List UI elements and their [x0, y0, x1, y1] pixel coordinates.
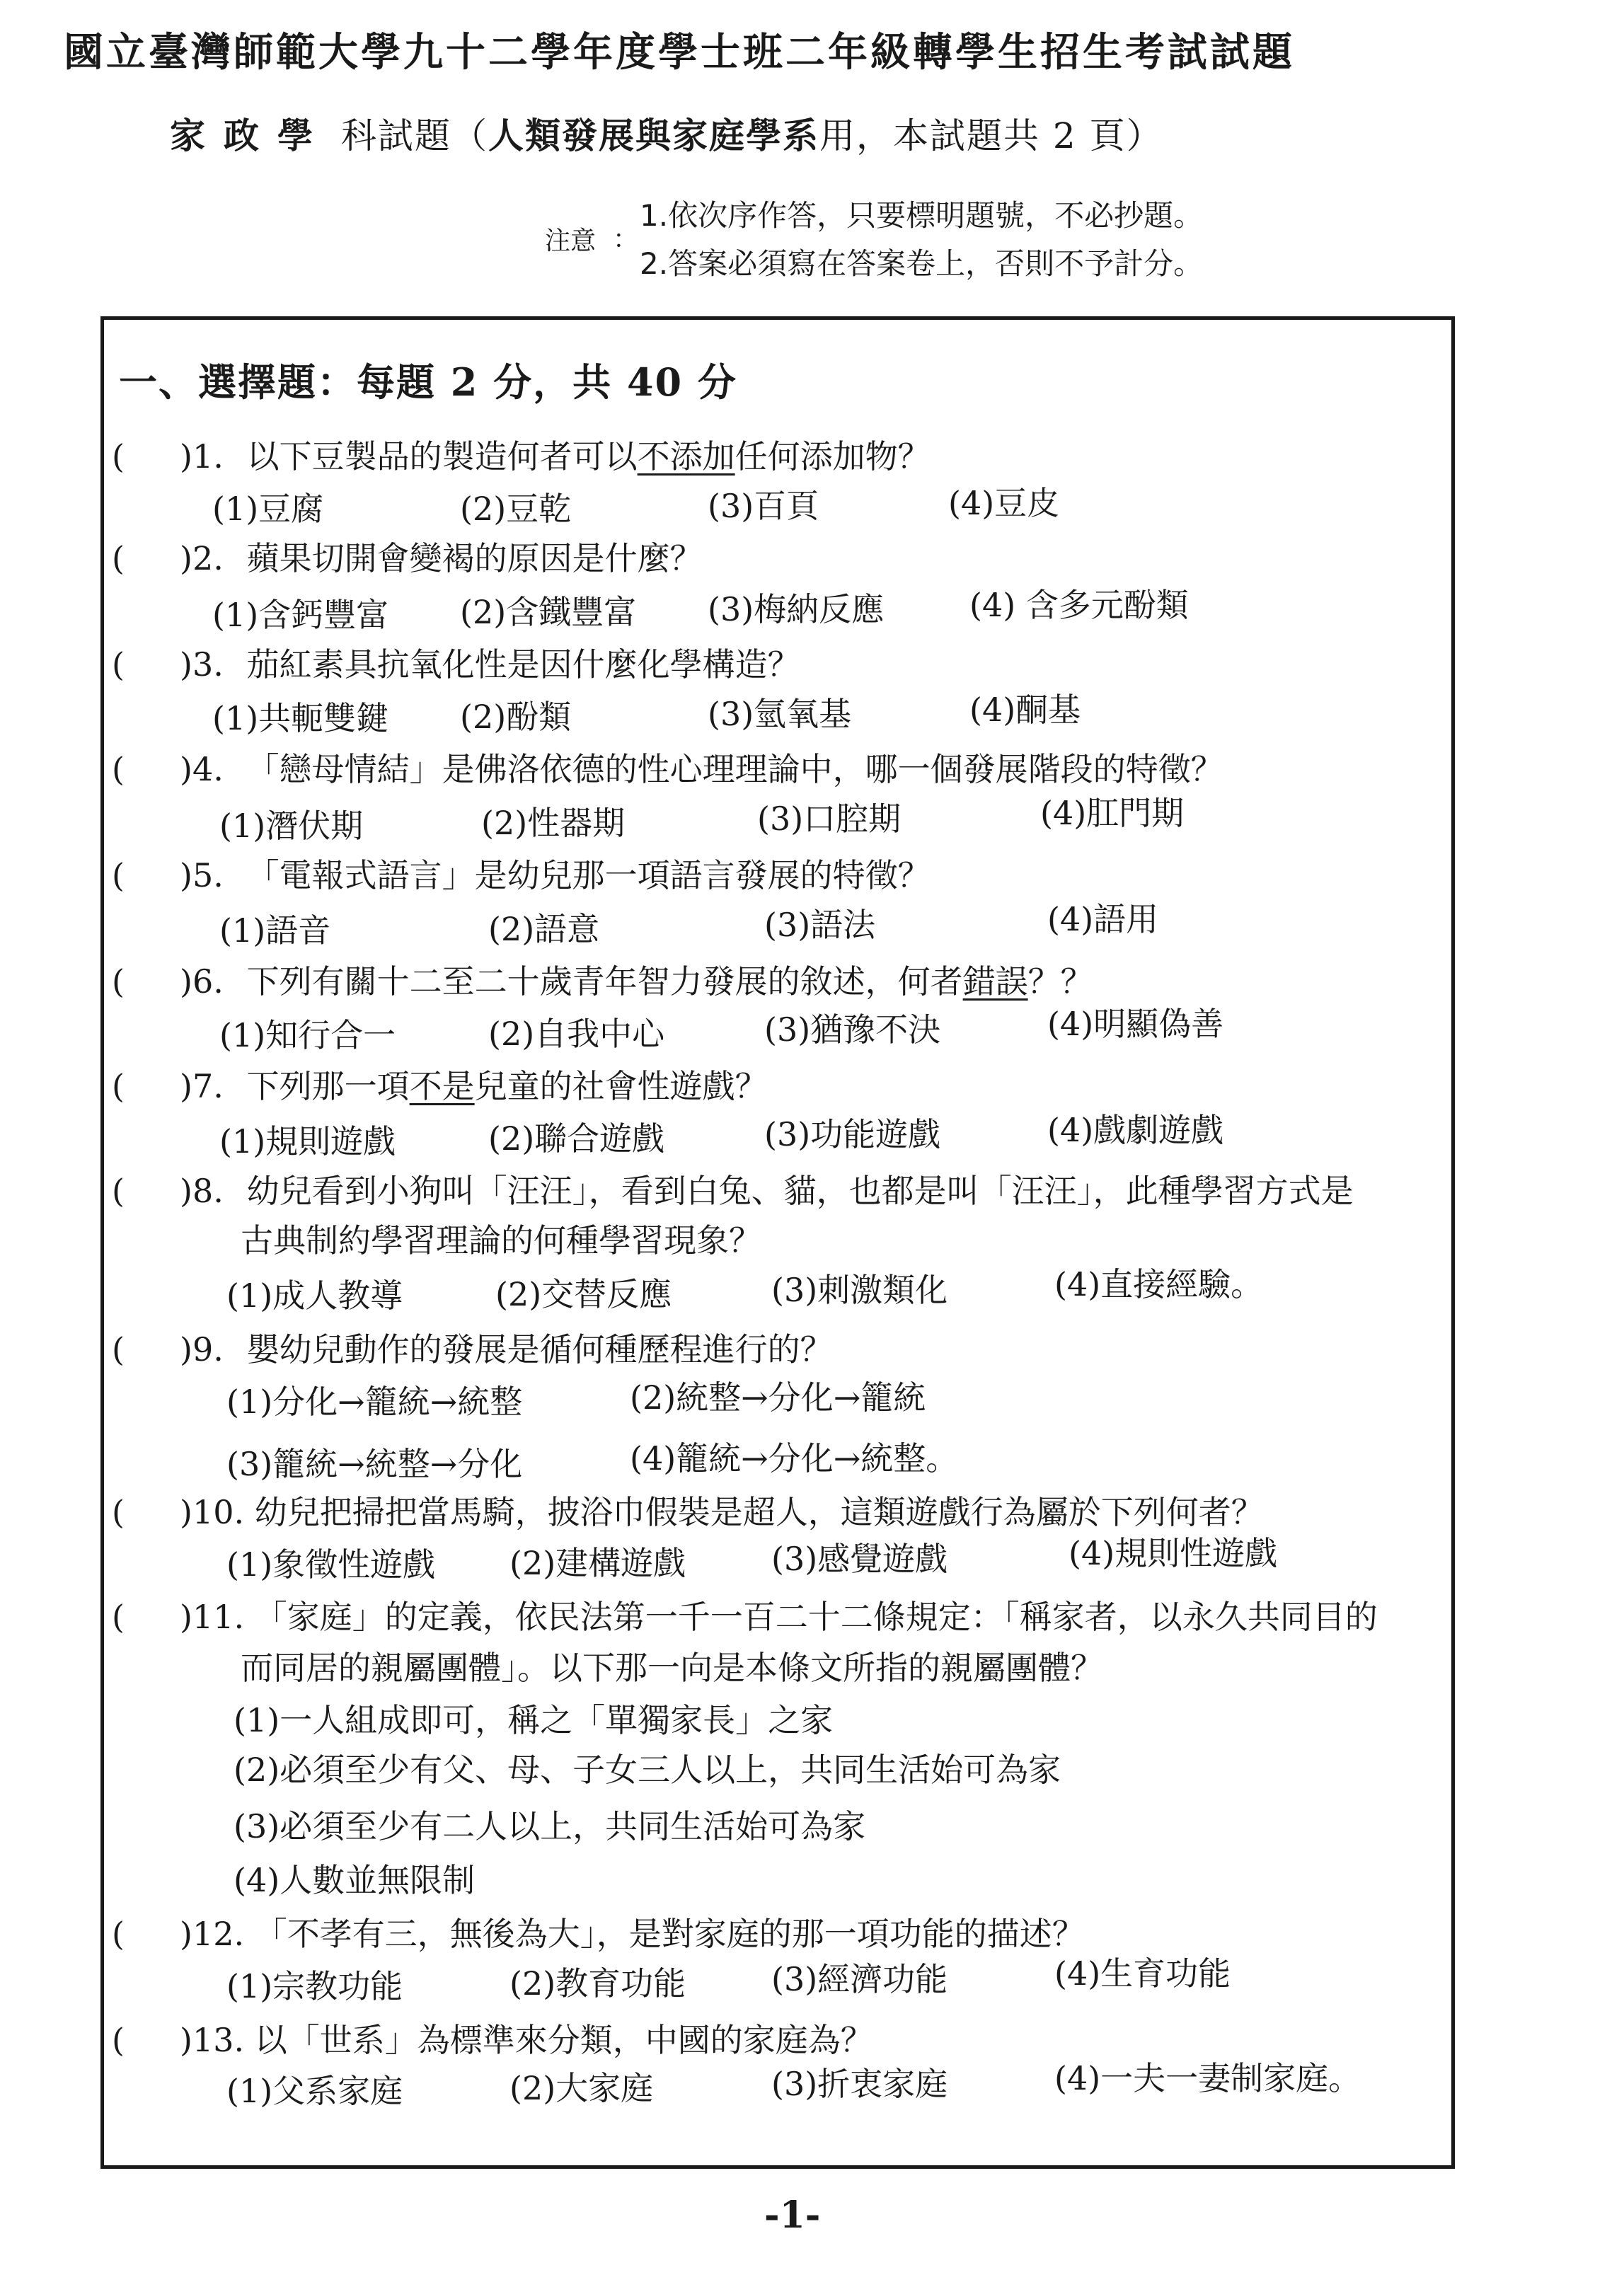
question-11-continuation: 而同居的親屬團體」。以下那一向是本條文所指的親屬團體？ [241, 1649, 1103, 1687]
answer-paren: ( [112, 539, 125, 577]
option: (3)猶豫不決 [764, 1010, 941, 1049]
option: (3)口腔期 [757, 800, 902, 838]
exam-subtitle [170, 108, 1163, 159]
option: (4)一夫一妻制家庭。 [1054, 2059, 1361, 2097]
page-number: -1- [764, 2194, 821, 2237]
subtitle-end: 用，本試題共 2 頁） [819, 115, 1163, 156]
question-8 [112, 1172, 1354, 1210]
option: (1)規則遊戲 [219, 1122, 396, 1160]
notice-label: 注意 [545, 226, 597, 255]
question-text: 茄紅素具抗氧化性是因什麼化學構造？ [246, 645, 800, 684]
answer-paren: ( [112, 1915, 125, 1953]
question-text: 幼兒看到小狗叫「汪汪」，看到白兔、貓，也都是叫「汪汪」，此種學習方式是 [246, 1172, 1354, 1210]
exam-title: 國立臺灣師範大學九十二學年度學士班二年級轉學生招生考試試題 [64, 29, 1295, 76]
option: (3)感覺遊戲 [771, 1540, 948, 1578]
option: (1)成人教導 [226, 1277, 403, 1315]
option: (3)百頁 [708, 487, 819, 525]
option: (4)籠統→分化→統整。 [630, 1439, 959, 1477]
answer-paren: ( [112, 1067, 125, 1105]
option: (1)分化→籠統→統整 [226, 1383, 523, 1421]
option: (4)戲劇遊戲 [1047, 1111, 1224, 1149]
question-6 [112, 962, 1093, 1001]
option: (3)語法 [764, 906, 876, 944]
option: (1)潛伏期 [219, 807, 364, 845]
question-1 [112, 437, 931, 476]
option: (3)經濟功能 [771, 1960, 948, 1998]
option: (4)明顯偽善 [1047, 1005, 1224, 1043]
option: (2)酚類 [460, 698, 572, 736]
answer-paren: ( [112, 856, 125, 894]
option: (4)規則性遊戲 [1069, 1534, 1278, 1572]
question-text: 嬰幼兒動作的發展是循何種歷程進行的？ [246, 1330, 833, 1369]
answer-paren: ( [112, 1172, 125, 1210]
question-number: )11. [180, 1598, 245, 1636]
question-text: 「不孝有三，無後為大」，是對家庭的那一項功能的描述？ [254, 1915, 1085, 1953]
answer-paren: ( [112, 1598, 125, 1636]
question-number: )10. [180, 1493, 245, 1531]
question-3 [112, 645, 800, 684]
option: (4)酮基 [969, 691, 1081, 729]
answer-paren: ( [112, 962, 125, 1001]
question-text: 蘋果切開會變褐的原因是什麼？ [246, 539, 703, 577]
option: (1)語音 [219, 911, 331, 950]
option: (2)大家庭 [509, 2069, 654, 2107]
question-number: )3. [180, 645, 224, 684]
question-number: )4. [180, 750, 224, 788]
subtitle-mid: 科試題（ [341, 115, 488, 156]
question-text: 以下豆製品的製造何者可以 [246, 437, 638, 476]
question-text-end: 任何添加物？ [735, 437, 931, 476]
question-9 [112, 1330, 833, 1369]
option: (1)知行合一 [219, 1016, 396, 1054]
option: (3)功能遊戲 [764, 1115, 941, 1153]
option: (2)自我中心 [488, 1015, 665, 1053]
option: (4)生育功能 [1054, 1954, 1231, 1993]
question-number: )9. [180, 1330, 224, 1369]
department-name: 人類發展與家庭學系 [488, 115, 819, 156]
question-10 [112, 1493, 1264, 1531]
question-emphasis: 錯誤 [962, 962, 1028, 1001]
question-text: 幼兒把掃把當馬騎，披浴巾假裝是超人，這類遊戲行為屬於下列何者？ [254, 1493, 1264, 1531]
option: (1)一人組成即可，稱之「單獨家長」之家 [234, 1701, 834, 1739]
option: (2)建構遊戲 [509, 1544, 686, 1582]
question-number: )6. [180, 962, 224, 1001]
question-11 [112, 1598, 1378, 1636]
question-4 [112, 750, 1223, 788]
answer-paren: ( [112, 437, 125, 476]
answer-paren: ( [112, 1493, 125, 1531]
option: (4)人數並無限制 [234, 1861, 476, 1899]
option: (3)折衷家庭 [771, 2065, 948, 2103]
question-number: )1. [180, 437, 224, 476]
option: (2)交替反應 [495, 1275, 672, 1313]
option: (2)聯合遊戲 [488, 1119, 665, 1158]
option: (2)必須至少有父、母、子女三人以上，共同生活始可為家 [234, 1751, 1061, 1789]
option: (3)必須至少有二人以上，共同生活始可為家 [234, 1807, 866, 1845]
question-text: 下列有關十二至二十歲青年智力發展的敘述，何者 [246, 962, 963, 1001]
option: (4)肛門期 [1040, 794, 1185, 832]
option: (3)氫氧基 [708, 695, 852, 733]
answer-paren: ( [112, 2021, 125, 2059]
option: (1)豆腐 [212, 490, 324, 528]
question-number: )7. [180, 1067, 224, 1105]
notice-block [545, 192, 1536, 284]
question-text: 下列那一項 [246, 1067, 410, 1105]
question-2 [112, 539, 703, 577]
question-number: )5. [180, 856, 224, 894]
question-emphasis: 不添加 [637, 437, 735, 476]
question-8-continuation: 古典制約學習理論的何種學習現象？ [241, 1221, 761, 1260]
question-emphasis: 不是 [409, 1067, 475, 1105]
notice-line-2: 2.答案必須寫在答案卷上，否則不予計分。 [640, 246, 1204, 281]
question-number: )8. [180, 1172, 224, 1210]
option: (1)宗教功能 [226, 1967, 403, 2005]
question-number: )2. [180, 539, 224, 577]
option: (4)豆皮 [948, 484, 1060, 522]
option: (1)象徵性遊戲 [226, 1545, 436, 1584]
option: (4) 含多元酚類 [969, 586, 1189, 624]
answer-paren: ( [112, 1330, 125, 1369]
question-number: )13. [180, 2021, 245, 2059]
question-text: 「電報式語言」是幼兒那一項語言發展的特徵？ [246, 856, 931, 894]
question-number: )12. [180, 1915, 245, 1953]
notice-colon: ： [613, 225, 639, 254]
option: (3)籠統→統整→分化 [226, 1445, 523, 1483]
section-title: 一、選擇題：每題 2 分，共 40 分 [119, 359, 737, 405]
question-text: 「家庭」的定義，依民法第一千一百二十二條規定：「稱家者，以永久共同目的 [254, 1598, 1378, 1636]
question-13 [112, 2021, 873, 2059]
question-5 [112, 856, 931, 894]
option: (2)語意 [488, 910, 600, 948]
answer-paren: ( [112, 645, 125, 684]
notice-line-1: 1.依次序作答，只要標明題號，不必抄題。 [640, 198, 1204, 233]
question-text-end: 兒童的社會性遊戲？ [474, 1067, 768, 1105]
option: (2)性器期 [481, 804, 626, 842]
question-text: 「戀母情結」是佛洛依德的性心理理論中，哪一個發展階段的特徵？ [246, 750, 1223, 788]
option: (4)直接經驗。 [1054, 1265, 1264, 1303]
question-12 [112, 1915, 1085, 1953]
option: (3)刺激類化 [771, 1271, 948, 1309]
option: (3)梅納反應 [708, 590, 885, 628]
question-text: 以「世系」為標準來分類，中國的家庭為？ [254, 2021, 873, 2059]
answer-paren: ( [112, 750, 125, 788]
option: (1)父系家庭 [226, 2072, 403, 2110]
option: (1)共軛雙鍵 [212, 699, 389, 737]
subject-name: 家政學 [170, 115, 331, 156]
option: (2)統整→分化→籠統 [630, 1378, 926, 1417]
option: (4)語用 [1047, 900, 1159, 938]
question-7 [112, 1067, 768, 1105]
option: (2)含鐵豐富 [460, 593, 637, 631]
question-text-end: ？？ [1027, 962, 1093, 1001]
option: (2)教育功能 [509, 1964, 686, 2003]
option: (2)豆乾 [460, 490, 572, 528]
option: (1)含鈣豐富 [212, 596, 389, 634]
